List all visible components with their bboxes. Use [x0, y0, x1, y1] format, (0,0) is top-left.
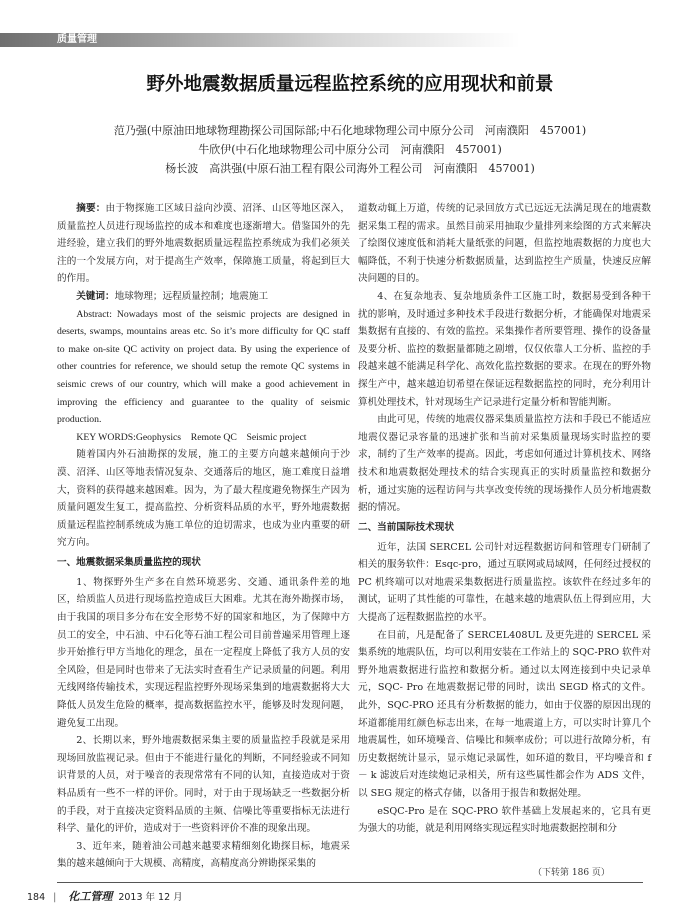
footer	[27, 888, 183, 904]
left-column	[57, 200, 350, 873]
abstract-en-label: Abstract:	[76, 308, 112, 320]
paragraph-5: 由此可见，传统的地震仪器采集质量监控方法和手段已不能适应地震仪器记录容量的迅速扩张和当前对采集质量现场实时监控的要求，制约了生产效率的提高。因此，考虑如何通过计算机技术、网络技术和地震数据处理技术的结合实现真正的实时质量监控和数据分析，通过实施的远程访问与共享改变传统的现场操作人员分析地震数据的情况。	[358, 414, 651, 514]
section-label: 质量管理	[57, 34, 97, 45]
keywords-cn	[57, 288, 350, 306]
keywords-label: 关键词：	[76, 290, 115, 302]
section-2-heading: 二、当前国际技术现状	[358, 521, 454, 533]
paragraph-3-continued: 道数动辄上万道，传统的记录回放方式已远远无法满足现在的地震数据采集工程的需求。虽然目前采用抽取少量排列来绘图的方式来解决了绘图仪速度低和消耗大量纸张的问题，但监控地震数据的力度也大幅降低，不利于快速分析数据质量，达到监控生产质量，快速反应解决问题的目的。	[358, 203, 651, 285]
abstract-en	[57, 306, 350, 429]
paragraph-3: 3、近年来，随着油公司越来越要求精细刻化勘探目标，地震采集的越来越倾向于大规模、高精度，高精度高分辨勘探采集的	[57, 840, 350, 870]
keywords-en-text: Geophysics Remote QC Seismic project	[135, 431, 307, 443]
paragraph-4: 4、在复杂地表、复杂地质条件工区施工时，数据易受到各种干扰的影响，及时通过多种技术手段进行数据分析，才能确保对地震采集数据有直接的、有效的监控。采集操作者所要管理、操作的设备量及要分析、监控的数据量都随之剧增，仅仅依靠人工分析、监控的手段越来越不能满足科学化、高效化监控数据的要求。在现在的野外物探生产中，越来越迫切希望在保证远程数据监控的同时，充分利用计算机处理技术，针对现场生产记录进行定量分析和智能判断。	[358, 290, 651, 408]
paragraph-8: eSQC-Pro 是在 SQC-PRO 软件基础上发展起来的，它具有更为强大的功能，就是利用网络实现远程实时地震数据控制和分	[358, 805, 651, 835]
abstract-label: 摘要：	[76, 203, 106, 214]
issue-date: 2013 年 12 月	[118, 892, 183, 903]
paragraph-1: 1、物探野外生产多在自然环境恶劣、交通、通讯条件差的地区，给质监人员进行现场监控造成巨大困难。尤其在海外勘探市场，由于我国的项目多分布在安全形势不好的国家和地区，为了保障中方员工的安全，中石油、中石化等石油工程公司目前普遍采用管理上逐步开始推行甲方当地化的理念，虽在一定程度上降低了我方人员的安全风险，但是同时也带来了无法实时查看生产记录质量的问题。利用无线网络传输技术，实现远程监控野外现场采集到的地震数据将大大降低人员发生危险的概率，提高数据监控水平，能够及时发现问题，避免复工出现。	[57, 576, 350, 729]
abstract-en-text: Nowadays most of the seismic projects are designed in deserts, swamps, mountains areas etc. So it’s more difficulty for QC staff to make on-site QC activity on project data. By using the experience of other countries for reference, we should setup the remote QC systems in seismic crews of our country, which will make a good achievement in improving the efficiency and guarantee to the quality of seismic production.	[57, 308, 350, 426]
footer-separator: |	[53, 892, 57, 903]
paragraph-2: 2、长期以来，野外地震数据采集主要的质量监控手段就是采用现场回放监视记录。但由于不能进行量化的判断，不同经验或不同知识背景的人员，对于噪音的表现常常有不同的认知，直接造成对于资料品质有一些不一样的评价。同时，对于由于现场缺乏一些数据分析的手段，对于直接决定资料品质的主频、信噪比等重要指标无法进行科学、量化的评价，造成对于一些资料评价不准的现象出现。	[57, 735, 350, 835]
magazine-name: 化工管理	[68, 890, 113, 903]
right-column	[358, 200, 651, 838]
footer-divider	[57, 882, 643, 883]
header-bar	[0, 33, 700, 47]
continued-note: （下转第 186 页）	[533, 868, 610, 878]
author-line-3: 杨长波 高洪强(中原石油工程有限公司海外工程公司 河南濮阳 457001)	[165, 162, 535, 175]
page-number: 184	[27, 892, 46, 903]
abstract-cn	[57, 200, 350, 288]
keywords-text: 地球物理；远程质量控制；地震施工	[114, 290, 269, 302]
intro-paragraph: 随着国内外石油勘探的发展，施工的主要方向越来越倾向于沙漠、沼泽、山区等地表情况复杂、交通落后的地区，施工难度日益增大，资料的获得越来越困难。因为，为了最大程度避免物探生产因为质量问题发生复工，提高监控、分析资料品质的水平，野外地震数据质量远程监控制系统成为施工单位的迫切需求，也成为业内重要的研究方向。	[57, 449, 350, 549]
author-line-1: 范乃强(中原油田地球物理勘探公司国际部;中石化地球物理公司中原分公司 河南濮阳 457001)	[113, 124, 587, 137]
abstract-text: 由于物探施工区域日益向沙漠、沼泽、山区等地区深入，质量监控人员进行现场监控的成本和难度也逐渐增大。借鉴国外的先进经验，建立我们的野外地震数据质量远程监控系统成为我们必须关注的一个发展方向，对于提高生产效率，保障施工质量，将起到巨大的作用。	[57, 203, 351, 285]
paragraph-6: 近年，法国 SERCEL 公司针对远程数据访问和管理专门研制了相关的服务软件：Esqc-pro，通过互联网或局域网，任何经过授权的 PC 机终端可以对地震采集数据进行质量监控。该软件在经过多年的测试，证明了其性能的可靠性，在越来越的地震队伍上得到应用，大大提高了远程数据监控的水平。	[358, 541, 651, 624]
paragraph-7: 在目前，凡是配备了 SERCEL408UL 及更先进的 SERCEL 采集系统的地震队伍，均可以利用安装在工作站上的 SQC-PRO 软件对野外地震数据进行监控和数据分析。通过以太网连接到中央记录单元，SQC- Pro 在地震数据记带的同时，读出 SEGD 格式的文件。此外，SQC-PRO 还具有分析数据的能力，如由于仪器的原因出现的坏道都能用红颜色标志出来，在每一地震道上方，可以实时计算几个地震属性，如环境噪音、信噪比和频率成份；可以进行故障分析，有历史数据统计显示，显示炮记录属性，如环道的数目，平均噪音和 f － k 滤波后对连续炮记录相关，所有这些属性都会作为 ADS 文件，以 SEG 规定的格式存储，以备用于报告和数据处理。	[358, 629, 651, 799]
section-1-heading: 一、地震数据采集质量监控的现状	[57, 556, 201, 568]
keywords-en-label: KEY WORDS:	[76, 431, 136, 443]
page-title: 野外地震数据质量远程监控系统的应用现状和前景	[146, 74, 554, 95]
author-line-2: 牛欣伊(中石化地球物理公司中原分公司 河南濮阳 457001)	[198, 143, 502, 156]
keywords-en	[57, 429, 350, 447]
